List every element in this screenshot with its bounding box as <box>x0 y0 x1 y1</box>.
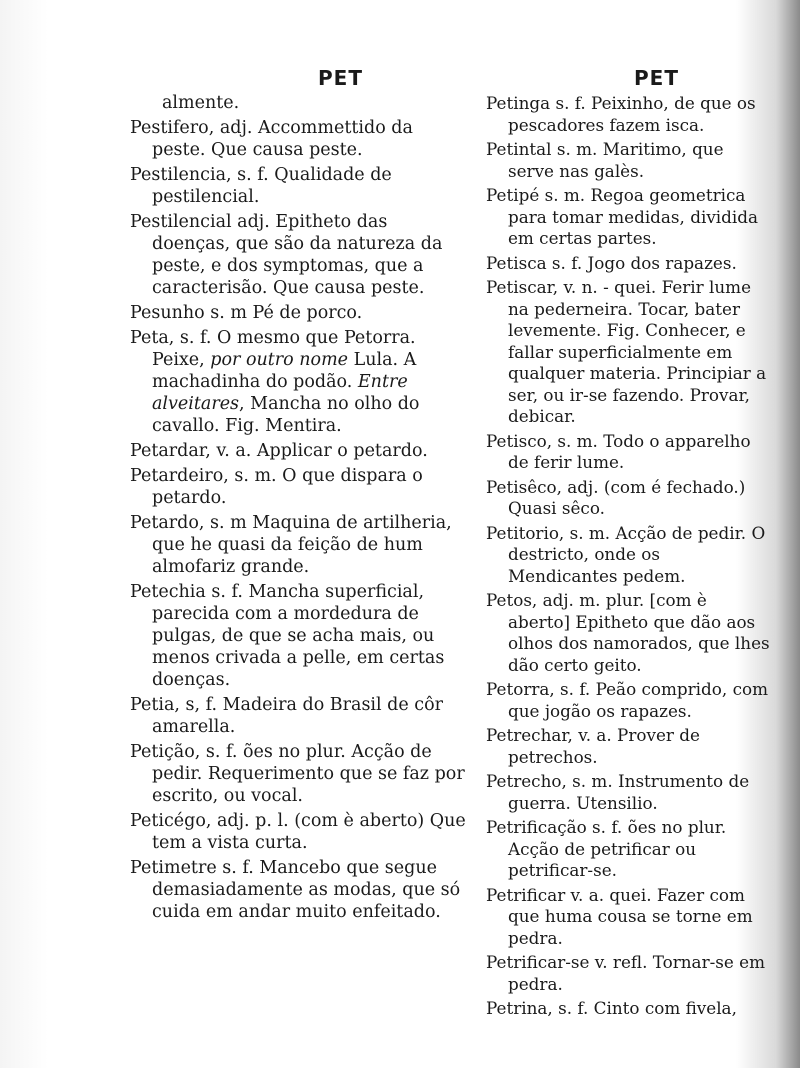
dictionary-entry <box>130 164 466 208</box>
entry-text: Petos, adj. m. plur. [com è aberto] Epitheto que dão aos olhos dos namorados, que lhes dão certo geito. <box>486 590 770 675</box>
entry-text: Petechia s. f. Mancha superficial, parecida com a mordedura de pulgas, de que se acha mais, ou menos crivada a pelle, em certas doenças. <box>130 582 445 690</box>
dictionary-entry <box>130 327 466 437</box>
dictionary-entry <box>130 581 466 691</box>
entry-text: Petipé s. m. Regoa geometrica para tomar medidas, dividida em certas partes. <box>486 185 759 248</box>
entry-text: Pestilencia, s. f. Qualidade de pestilencial. <box>130 165 392 207</box>
dictionary-entry <box>130 810 466 854</box>
entry-list-right <box>474 93 774 1020</box>
dictionary-entry <box>130 440 466 462</box>
running-head-right: PET <box>634 66 679 90</box>
entry-text: Petição, s. f. ões no plur. Acção de pedir. Requerimento que se faz por escrito, ou vocal. <box>130 742 465 806</box>
entry-text: Petrificar-se v. refl. Tornar-se em pedra. <box>486 952 765 994</box>
dictionary-entry <box>130 694 466 738</box>
entry-text: Petimetre s. f. Mancebo que segue demasiadamente as modas, que só cuida em andar muito enfeitado. <box>130 858 461 922</box>
entry-text: Petisca s. f. Jogo dos rapazes. <box>486 252 737 273</box>
entry-text: Peticégo, adj. p. l. (com è aberto) Que tem a vista curta. <box>130 811 466 853</box>
dictionary-entry <box>130 741 466 807</box>
dictionary-entry <box>130 211 466 299</box>
dictionary-entry <box>486 998 774 1020</box>
entry-text: Petrina, s. f. Cinto com fivela, <box>486 998 737 1018</box>
entry-list-left <box>118 117 466 923</box>
dictionary-entry <box>486 590 774 676</box>
entry-text: Lula. A machadinha do podão. <box>152 350 417 392</box>
dictionary-entry <box>486 952 774 995</box>
running-head-left: PET <box>318 66 363 90</box>
dictionary-entry <box>486 679 774 722</box>
dictionary-entry <box>130 857 466 923</box>
continued-text: almente. <box>162 93 240 113</box>
entry-text: Petorra, s. f. Peão comprido, com que jogão os rapazes. <box>486 679 768 721</box>
entry-text: Petardeiro, s. m. O que dispara o petardo. <box>130 466 423 508</box>
entry-text: Petintal s. m. Maritimo, que serve nas galès. <box>486 139 724 181</box>
entry-text: , Mancha no olho do cavallo. Fig. Mentira. <box>152 394 420 436</box>
dictionary-entry <box>486 523 774 588</box>
left-column <box>118 66 466 923</box>
dictionary-entry <box>486 725 774 768</box>
dictionary-entry <box>130 512 466 578</box>
dictionary-entry <box>486 817 774 882</box>
entry-italic-text: Entre alveitares <box>152 372 408 414</box>
dictionary-entry <box>486 771 774 814</box>
dictionary-entry <box>130 117 466 161</box>
entry-text: Petiscar, v. n. - quei. Ferir lume na pederneira. Tocar, bater levemente. Fig. Conhecer, e fallar superficialmente em qualquer materia. Principiar a ser, ou ir-se fazendo. Provar, debicar. <box>486 277 767 426</box>
dictionary-entry <box>130 302 466 324</box>
entry-text: Petinga s. f. Peixinho, de que os pescadores fazem isca. <box>486 93 756 135</box>
entry-text: Petisêco, adj. (com é fechado.) Quasi sêco. <box>486 476 746 518</box>
entry-text: Petardar, v. a. Applicar o petardo. <box>130 441 428 461</box>
entry-text: Petrecho, s. m. Instrumento de guerra. Utensilio. <box>486 771 750 813</box>
entry-text: Petitorio, s. m. Acção de pedir. O destricto, onde os Mendicantes pedem. <box>486 522 766 586</box>
entry-text: Petia, s, f. Madeira do Brasil de côr amarella. <box>130 695 444 737</box>
right-column <box>474 66 774 1020</box>
entry-text: Petisco, s. m. Todo o apparelho de ferir lume. <box>486 430 751 472</box>
entry-text: Petardo, s. m Maquina de artilheria, que he quasi da feição de hum almofariz grande. <box>130 513 452 577</box>
dictionary-entry <box>130 465 466 509</box>
entry-text: Pestifero, adj. Accommettido da peste. Que causa peste. <box>130 118 413 160</box>
dictionary-entry <box>486 277 774 428</box>
dictionary-entry <box>486 253 774 275</box>
dictionary-entry <box>486 93 774 136</box>
entry-text: Pesunho s. m Pé de porco. <box>130 303 363 323</box>
entry-text: Peta, s. f. O mesmo que Petorra. Peixe, <box>130 328 416 370</box>
dictionary-entry <box>486 139 774 182</box>
dictionary-entry <box>486 185 774 250</box>
dictionary-entry <box>486 885 774 950</box>
entry-text: Petrificar v. a. quei. Fazer com que huma cousa se torne em pedra. <box>486 884 753 948</box>
entry-text: Petrificação s. f. ões no plur. Acção de petrificar ou petrificar-se. <box>486 817 727 880</box>
dictionary-entry <box>486 477 774 520</box>
entry-text: Petrechar, v. a. Prover de petrechos. <box>486 725 700 767</box>
entry-italic-text: por outro nome <box>210 350 349 370</box>
dictionary-entry <box>486 431 774 474</box>
entry-text: Pestilencial adj. Epitheto das doenças, que são da natureza da peste, e dos symptomas, que a caracterisão. Que causa peste. <box>130 212 443 298</box>
